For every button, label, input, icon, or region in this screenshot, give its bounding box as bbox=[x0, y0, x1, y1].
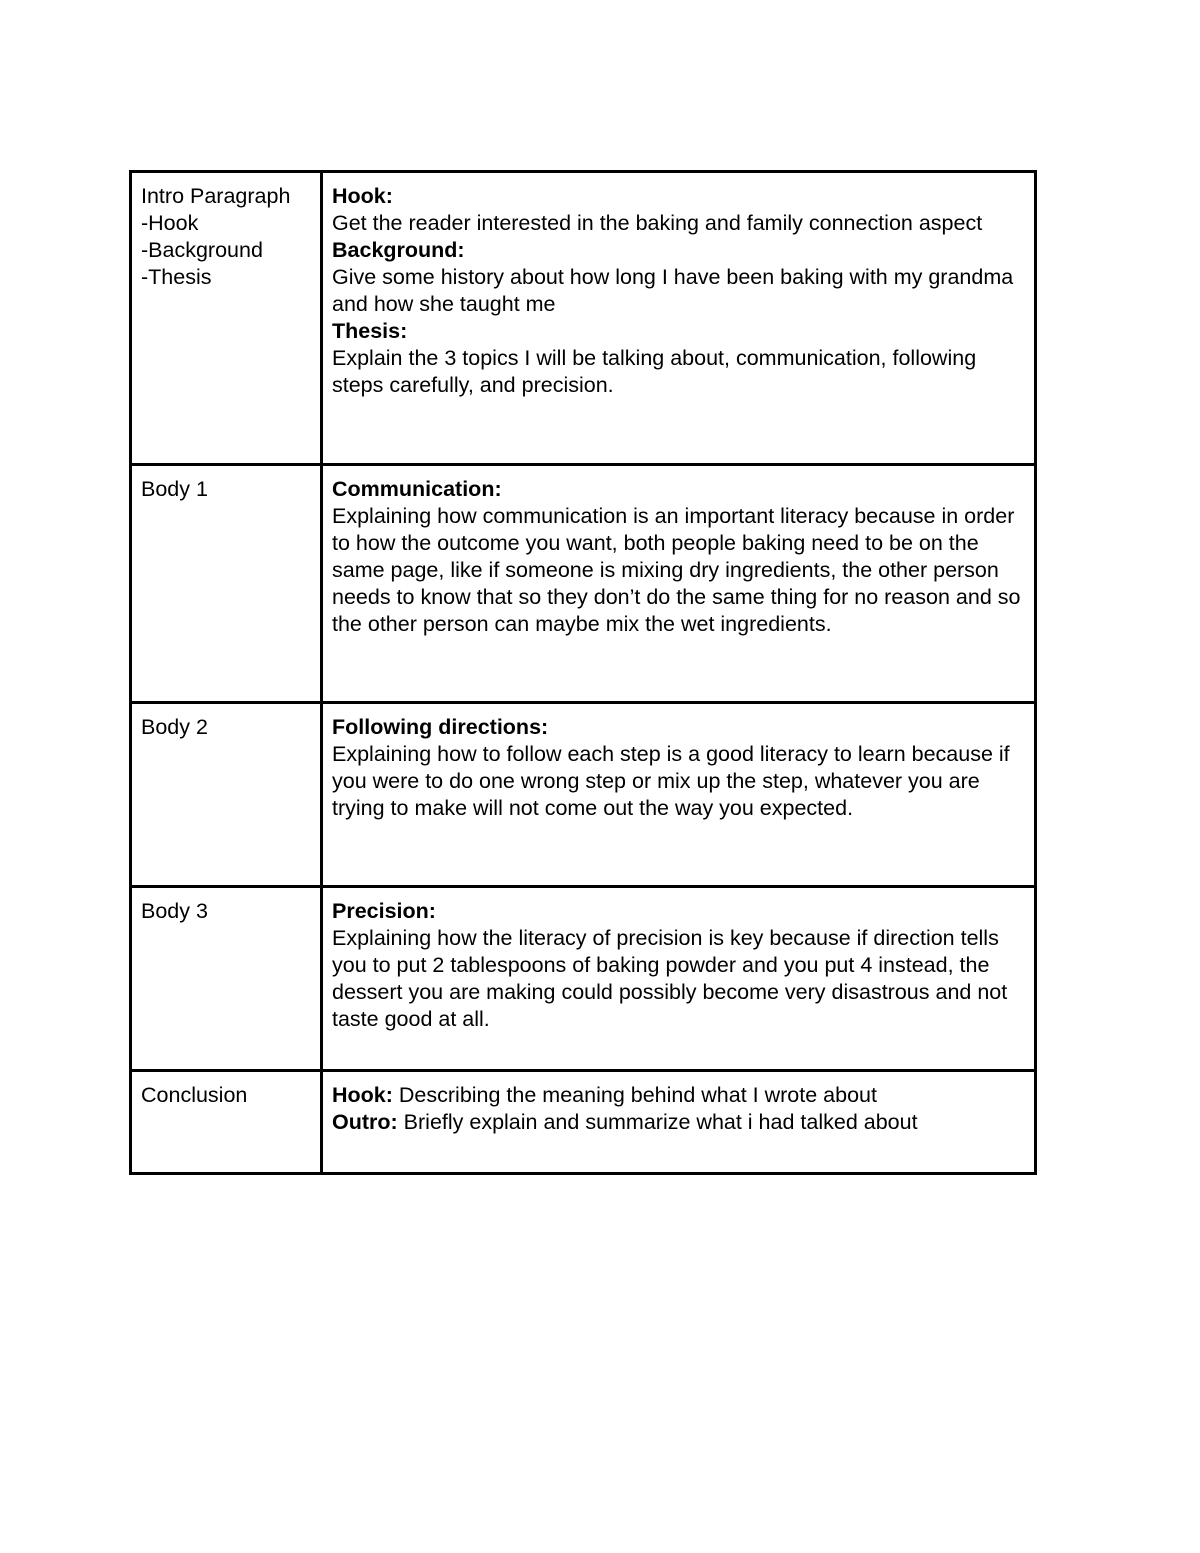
communication-text: Explaining how communication is an important literacy because in order to how the outcome you want, both people baking need to be on the same page, like if someone is mixing dry ingredients, the other person needs to know that so they don’t do the same thing for no reason and so the other person can maybe mix the wet ingredients. bbox=[332, 504, 1027, 636]
conclusion-hook-text: Describing the meaning behind what I wrote about bbox=[392, 1083, 877, 1107]
hook-text: Get the reader interested in the baking and family connection aspect bbox=[332, 211, 983, 235]
section-label: Conclusion bbox=[141, 1083, 248, 1107]
table-row-body-1 bbox=[131, 465, 1036, 703]
precision-text: Explaining how the literacy of precision is key because if direction tells you to put 2 tablespoons of baking powder and you put 4 instead, the dessert you are making could possibly become very disastrous and not taste good at all. bbox=[332, 926, 1014, 1031]
section-label-cell bbox=[131, 1071, 322, 1174]
essay-outline-table bbox=[129, 170, 1037, 1175]
table-row-conclusion bbox=[131, 1071, 1036, 1174]
section-label-cell bbox=[131, 703, 322, 887]
table-row-body-2 bbox=[131, 703, 1036, 887]
section-label-subitem: -Background bbox=[141, 238, 263, 262]
following-directions-text: Explaining how to follow each step is a good literacy to learn because if you were to do one wrong step or mix up the step, whatever you are trying to make will not come out the way you expected. bbox=[332, 742, 1016, 820]
section-label-subitem: -Hook bbox=[141, 211, 199, 235]
section-content-cell bbox=[322, 1071, 1036, 1174]
section-label-cell bbox=[131, 172, 322, 465]
communication-heading: Communication: bbox=[332, 477, 502, 501]
section-label-cell bbox=[131, 887, 322, 1071]
hook-heading: Hook: bbox=[332, 184, 393, 208]
thesis-heading: Thesis: bbox=[332, 319, 408, 343]
table-row-body-3 bbox=[131, 887, 1036, 1071]
section-content-cell bbox=[322, 465, 1036, 703]
section-content-cell bbox=[322, 703, 1036, 887]
conclusion-hook-heading: Hook: bbox=[332, 1083, 393, 1107]
background-heading: Background: bbox=[332, 238, 465, 262]
conclusion-outro-heading: Outro: bbox=[332, 1110, 398, 1134]
section-content-cell bbox=[322, 172, 1036, 465]
thesis-text: Explain the 3 topics I will be talking about, communication, following steps carefully, and precision. bbox=[332, 346, 983, 397]
section-label: Body 1 bbox=[141, 477, 208, 501]
conclusion-outro-line bbox=[332, 1109, 1024, 1136]
section-label-subitem: -Thesis bbox=[141, 265, 212, 289]
precision-heading: Precision: bbox=[332, 899, 436, 923]
section-label: Body 2 bbox=[141, 715, 208, 739]
section-label: Intro Paragraph bbox=[141, 184, 291, 208]
conclusion-hook-line bbox=[332, 1082, 1024, 1109]
section-label-cell bbox=[131, 465, 322, 703]
conclusion-outro-text: Briefly explain and summarize what i had talked about bbox=[397, 1110, 918, 1134]
table-row-intro bbox=[131, 172, 1036, 465]
section-content-cell bbox=[322, 887, 1036, 1071]
background-text: Give some history about how long I have been baking with my grandma and how she taught me bbox=[332, 265, 1020, 316]
section-label: Body 3 bbox=[141, 899, 208, 923]
following-directions-heading: Following directions: bbox=[332, 715, 549, 739]
